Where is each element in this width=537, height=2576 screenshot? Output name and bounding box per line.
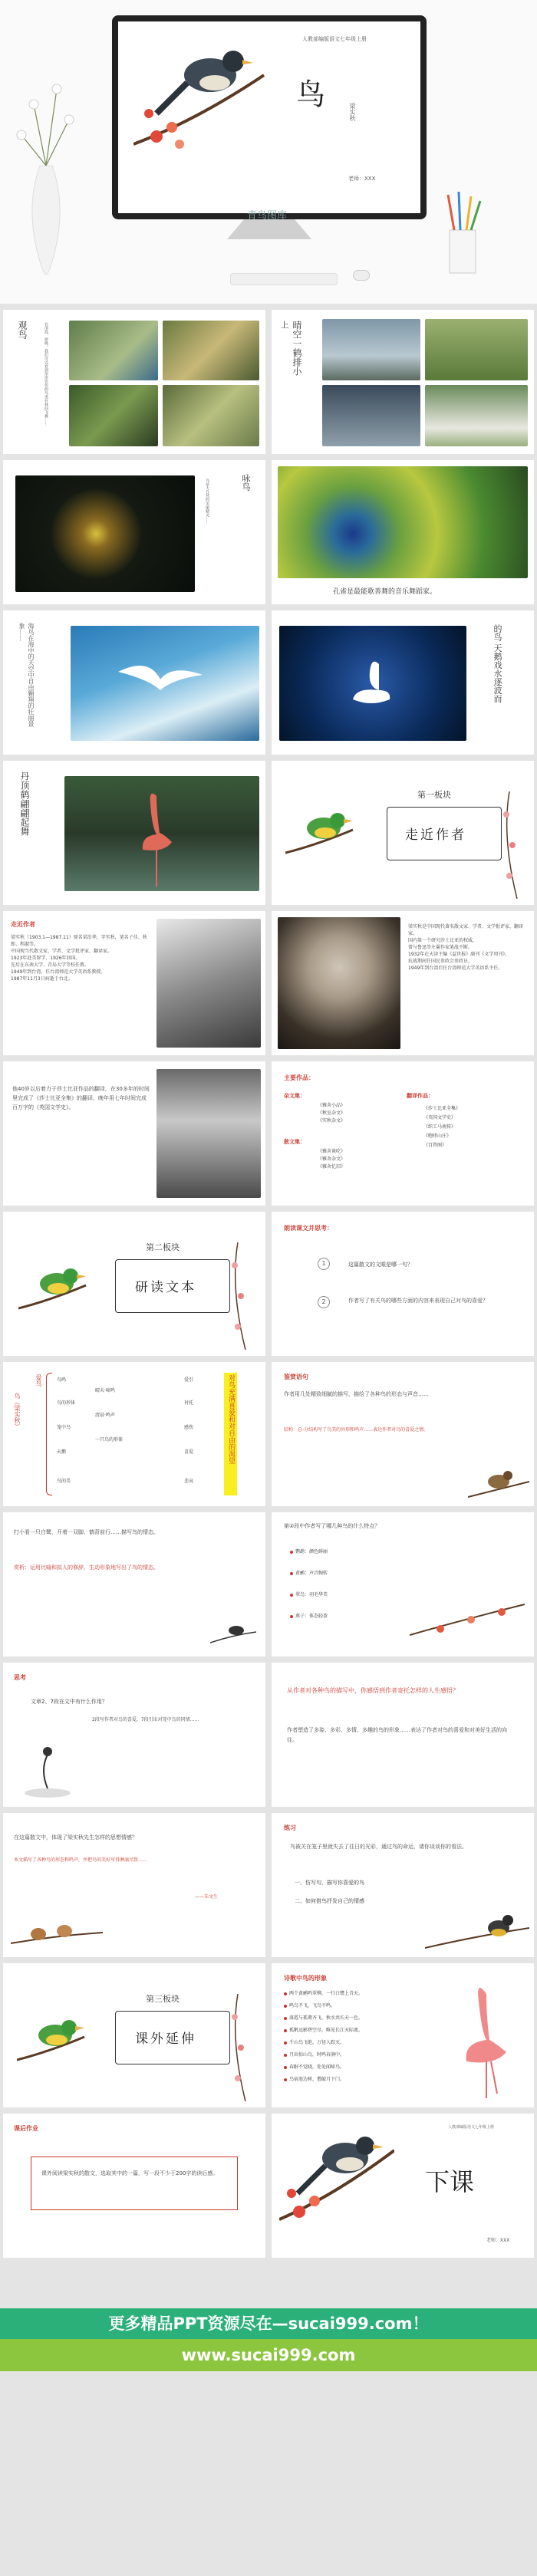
think-header: 思考 <box>14 1674 26 1681</box>
author-line: 1949年到台湾，任台湾师范大学英语系教授。 <box>11 969 106 975</box>
poem-line <box>284 2051 344 2058</box>
author-line: 1987年11月3日病逝于台北。 <box>11 976 73 982</box>
practice-text: 鸟被关在笼子里就失去了往日的光彩，通过鸟的命运，请你谈谈你的看法。 <box>290 1844 467 1850</box>
banner-top <box>0 2308 537 2339</box>
monitor-stand <box>227 219 311 239</box>
theme-answer: 作者塑造了多姿、多彩、多情、多趣的鸟的形象……表达了作者对鸟的喜爱和对美好生活的向往。 <box>287 1727 507 1743</box>
observe-note: 在清晨、傍晚，我们可以看到形形色色的鸟类在林间飞舞…… <box>44 322 48 426</box>
bird-type-text: 翠鸟：羽毛华美 <box>295 1592 328 1597</box>
paragraph-black: 打小看一只白鹭，开着一双脚，鹤背前行……描写鸟的情态。 <box>14 1529 159 1535</box>
structure-mid: 晴天·啼鸣 <box>95 1388 115 1393</box>
sanwen-item: 《雅舍小品》 <box>318 1103 346 1108</box>
poem-text: 落霞与孤鹜齐飞，秋水共长天一色。 <box>289 2015 364 2021</box>
slide-author-portrait <box>272 911 534 1055</box>
blossom-branch-icon <box>215 1994 261 2101</box>
photo-kingfisher <box>69 321 158 380</box>
structure-right: 感伤 <box>184 1425 194 1430</box>
structure-item: 笼中鸟 <box>57 1425 71 1430</box>
practice-q2: 二、如何借鸟抒发自己的情感 <box>295 1898 364 1904</box>
slide-theme <box>272 1663 534 1807</box>
vase-illustration <box>11 74 80 281</box>
sparrows-icon <box>11 1905 103 1954</box>
promo-banner <box>0 2308 537 2371</box>
practice-q1: 一、仿写句，描写你喜爱的鸟 <box>295 1880 364 1886</box>
slide-seagull <box>3 610 265 755</box>
practice-header: 练习 <box>284 1824 296 1831</box>
poems-header: 诗歌中鸟的形象 <box>284 1975 327 1982</box>
bird-types-question: 第②段中作者写了哪几种鸟的什么特点？ <box>284 1523 381 1529</box>
slide-peacock <box>272 460 534 604</box>
author-line: 国内第一个研究莎士比亚的权威， <box>408 938 478 943</box>
trans-item: 《百兽图》 <box>423 1143 447 1148</box>
poem-line <box>284 2038 344 2045</box>
poem-line <box>284 2014 363 2021</box>
bird-verse-title: 咏鸟 <box>241 474 251 491</box>
author-line: 1923年赴美留学，1926年回国。 <box>11 956 81 961</box>
structure-item: 鸟的美 <box>57 1479 71 1484</box>
structure-mid: 一只鸟的形体 <box>95 1437 124 1443</box>
slide-bird-flight <box>3 460 265 604</box>
section2-label: 第二板块 <box>146 1242 180 1252</box>
poem-text: 鸟宿池边树，僧敲月下门。 <box>289 2077 345 2082</box>
bird-type-answer <box>290 1591 328 1597</box>
keyboard <box>230 273 338 285</box>
cover-publisher: 人教部编版语文七年级上册 <box>302 36 367 42</box>
author-header: 走近作者 <box>11 921 35 928</box>
slide-paragraph <box>3 1512 265 1656</box>
slide-appreciate <box>272 1362 534 1506</box>
trans-item: 《咆哮山庄》 <box>423 1133 452 1139</box>
author-lines-right <box>408 923 528 972</box>
slide-swan <box>272 610 534 755</box>
slide-ending <box>272 2114 534 2258</box>
bird-type-answer <box>290 1612 328 1619</box>
green-bird-icon <box>285 799 354 868</box>
prose-item: 《雅舍忆旧》 <box>318 1164 346 1170</box>
structure-item: 天鹅 <box>57 1449 67 1455</box>
theme-question: 从作者对各种鸟的描写中，你感悟到作者寄托怎样的人生感悟？ <box>287 1687 459 1694</box>
think-question: 文章2、7段在文中有什么作用？ <box>31 1699 107 1705</box>
photo-white-birds <box>425 385 528 446</box>
poem-text: 两个黄鹂鸣翠柳，一行白鹭上青天。 <box>289 1991 364 1996</box>
slide-feeling <box>3 1813 265 1957</box>
cover-teacher: 老师：XXX <box>348 176 376 182</box>
bird-type-answer <box>290 1548 328 1554</box>
slide-practice <box>272 1813 534 1957</box>
slide-author-bio <box>3 1061 265 1206</box>
banner-bottom <box>0 2339 537 2371</box>
reading-header: 朗读课文并思考： <box>284 1225 333 1232</box>
feeling-question: 在这篇散文中，体现了梁实秋先生怎样的思想情感？ <box>14 1834 137 1841</box>
photo-bird-branch <box>163 321 259 380</box>
photo-peacock <box>278 466 528 578</box>
structure-right: 衬托 <box>184 1400 194 1406</box>
question-number-1: 1 <box>318 1258 330 1270</box>
reading-question-2: 作者写了有关鸟的哪些方面的内容来表现自己对鸟的喜爱？ <box>348 1298 488 1304</box>
slide-works <box>272 1061 534 1206</box>
banner-line1[interactable]: 更多精品PPT资源尽在—sucai999.com！ <box>108 2314 429 2333</box>
photo-bird-flight <box>163 385 259 446</box>
trans-item: 《英国文学史》 <box>423 1115 456 1120</box>
slide-section1 <box>272 761 534 905</box>
green-bird-icon <box>17 2006 86 2075</box>
poem-text: 鸣鸟不飞，飞鸟不鸣。 <box>289 2003 336 2008</box>
appreciate-text: 作者用几处精致细腻的描写，描绘了各种鸟的形态与声音…… <box>284 1391 429 1397</box>
author-line: 曾与鲁迅等左翼作家笔战不断。 <box>408 945 473 950</box>
feeling-signature: ——朱文生 <box>195 1894 219 1900</box>
think-answer: 2段写作者对鸟的喜爱，7段引出对笼中鸟的同情…… <box>92 1717 199 1722</box>
slide-poems <box>272 1963 534 2107</box>
homework-text: 课外阅读梁实秋的散文，选取其中的一篇，写一段不少于200字的读后感。 <box>41 2170 219 2176</box>
crane-title: 丹顶鹤翩翩起舞 <box>19 771 30 836</box>
reading-question-1: 这篇散文的文眼是哪一句？ <box>348 1262 413 1268</box>
paragraph-red: 赏析：运用比喻和拟人的修辞，生动形象地写出了鸟的情态。 <box>14 1564 159 1571</box>
blossom-branch-icon <box>486 791 532 899</box>
banner-line2[interactable]: www.sucai999.com <box>181 2346 356 2364</box>
monitor-screen <box>118 21 420 213</box>
slide-cranes <box>272 310 534 454</box>
photo-bird-in-flight <box>15 475 195 592</box>
red-bird-icon <box>410 1574 525 1650</box>
slide-think <box>3 1663 265 1807</box>
cover-author: 梁实秋 <box>349 103 356 121</box>
prose-item: 《雅舍杂文》 <box>318 1156 346 1162</box>
bird-type-text: 黄鹂：声音婉转 <box>295 1571 328 1576</box>
appreciate-note: 结构：总-分结构写了鸟美的外形和鸣声……表达作者对鸟的喜爱之情。 <box>284 1427 429 1433</box>
pencil-cup-illustration <box>440 192 486 276</box>
section2-title: 研读文本 <box>135 1280 196 1295</box>
sanwen-label: 杂文集： <box>284 1093 305 1099</box>
section3-title: 课外延伸 <box>135 2032 196 2047</box>
trans-item: 《织工马南传》 <box>423 1124 456 1130</box>
poem-line <box>284 1989 363 1996</box>
structure-root: 鸟（梁实秋） <box>14 1393 21 1429</box>
ink-bird-icon <box>210 1612 256 1650</box>
blossom-branch-icon <box>215 1242 261 1350</box>
sanwen-item: 《秋室杂文》 <box>318 1110 346 1116</box>
cover-slide <box>0 0 537 304</box>
slide-red-crowned-crane <box>3 761 265 905</box>
poem-text: 千山鸟飞绝，万径人踪灭。 <box>289 2040 345 2045</box>
ending-publisher: 人教部编版语文七年级上册 <box>448 2125 495 2130</box>
poem-line <box>284 2075 344 2082</box>
section1-label: 第一板块 <box>417 790 451 800</box>
author-bio: 他40岁以后着力于莎士比亚作品的翻译，在30多年的时间里完成了《莎士比亚全集》的翻译，晚年用七年时间完成百万字的《英国文学史》。 <box>12 1086 150 1110</box>
author-line: 梁实秋是中国现代著名散文家、学者、文学批评家、翻译家， <box>408 924 524 936</box>
seagull-verse: 海鸟在海中的天空中自由翱翔的壮丽景象…… <box>18 623 35 727</box>
author-lines-left <box>11 934 149 982</box>
ending-bird-illustration <box>279 2120 394 2250</box>
small-bird-icon <box>468 1459 529 1502</box>
photo-author-couple <box>156 1069 261 1198</box>
bird-type-text: 燕子：体态轻盈 <box>295 1614 328 1619</box>
photo-author-writing <box>156 919 261 1048</box>
cranes-title: 上 <box>279 321 289 329</box>
question-number-2: 2 <box>318 1296 330 1308</box>
flamingo-shape <box>133 788 195 888</box>
bird-type-answer <box>290 1569 328 1576</box>
author-line: 1949年到台湾后任台湾师范大学英语系主任。 <box>408 966 503 971</box>
slide-structure-diagram <box>3 1362 265 1506</box>
ending-teacher: 老师：XXX <box>486 2238 510 2243</box>
slide-reading-questions <box>272 1212 534 1356</box>
homework-box <box>31 2157 238 2210</box>
structure-right: 爱引 <box>184 1377 194 1383</box>
slide-bird-types <box>272 1512 534 1656</box>
ink-figure-icon <box>17 1739 78 1801</box>
photo-crane-field <box>425 319 528 380</box>
structure-brace <box>46 1373 52 1495</box>
photo-author-portrait <box>278 917 400 1049</box>
seagull-shape <box>118 656 203 702</box>
structure-right: 悲哀 <box>184 1479 194 1484</box>
author-line: 抗战期间任国民参政会参政员， <box>408 959 473 964</box>
structure-mid: 清晨·鸣声 <box>95 1413 115 1418</box>
author-line: 先后在东南大学、青岛大学等校任教。 <box>11 962 90 968</box>
perched-bird-icon <box>425 1897 529 1954</box>
monitor-frame <box>112 15 427 219</box>
slide-section2 <box>3 1212 265 1356</box>
bird-type-text: 鹦鹉：颜色鲜丽 <box>295 1549 328 1554</box>
bird-verse-note: 鸟是大自然的美丽精灵…… <box>205 479 209 525</box>
works-header: 主要作品： <box>284 1074 315 1081</box>
photo-bird-flower <box>69 385 158 446</box>
author-line: 中国现当代散文家、学者、文学批评家、翻译家。 <box>11 949 113 954</box>
sanwen-item: 《实秋杂文》 <box>318 1118 346 1124</box>
swan-shape <box>348 656 394 710</box>
mouse <box>353 270 370 281</box>
structure-item: 鸟鸣 <box>57 1377 67 1383</box>
structure-left-title: 爱鸟 <box>35 1374 42 1387</box>
slide-homework <box>3 2114 265 2258</box>
poem-line <box>284 2026 363 2033</box>
poem-text: 月出惊山鸟，时鸣春涧中。 <box>289 2052 345 2058</box>
ending-title: 下课 <box>425 2167 475 2196</box>
poem-text: 春眠不觉晓，处处闻啼鸟。 <box>289 2064 345 2070</box>
slide-author-intro <box>3 911 265 1055</box>
photo-egrets <box>322 385 420 446</box>
slide-section3 <box>3 1963 265 2107</box>
author-line: 1932年在天津主编《益世报》副刊《文学周刊》。 <box>408 952 510 957</box>
appreciate-header: 鉴赏语句 <box>284 1374 308 1380</box>
section3-label: 第三板块 <box>146 1994 180 2004</box>
poem-text: 孤帆远影碧空尽，唯见长江天际流。 <box>289 2028 364 2033</box>
structure-highlight: 对鸟充满喜爱和对自由的渴望 <box>224 1373 237 1495</box>
observe-title: 观鸟 <box>17 321 28 339</box>
photo-cranes-water <box>322 319 420 380</box>
trans-label: 翻译作品： <box>407 1093 433 1099</box>
author-line: 梁实秋（1903.1—1987.11）原名梁治华，字实秋，笔名子佳、秋郎、程淑等。 <box>11 935 147 947</box>
slide-observe-birds <box>3 310 265 454</box>
green-bird-icon <box>18 1255 87 1324</box>
section1-title: 走近作者 <box>405 827 466 843</box>
feeling-answer: 本文描写了各种鸟的形态和鸣声，并把鸟的美好写得淋漓尽致…… <box>14 1857 148 1863</box>
cover-title: 鸟 <box>296 77 326 111</box>
flamingo-illustration <box>448 1979 525 2101</box>
prose-label: 散文集： <box>284 1139 305 1145</box>
poem-line <box>284 2063 344 2070</box>
cover-watermark: 青鸟图库 <box>247 210 288 222</box>
trans-item: 《莎士比亚全集》 <box>423 1106 461 1111</box>
cranes-verse: 晴空一鹤排小 <box>292 321 302 376</box>
prose-item: 《雅舍谈吃》 <box>318 1149 346 1154</box>
bird-on-branch-illustration <box>133 29 272 183</box>
homework-header: 课后作业 <box>14 2125 38 2132</box>
peacock-caption: 孔雀是最能歌善舞的音乐舞蹈家。 <box>333 588 437 596</box>
structure-item: 鸟的形体 <box>57 1400 76 1406</box>
poem-line <box>284 2002 335 2008</box>
structure-right: 喜爱 <box>184 1449 194 1455</box>
swan-verse: 的鸟 天鹅戏水逐波而 <box>493 624 502 703</box>
